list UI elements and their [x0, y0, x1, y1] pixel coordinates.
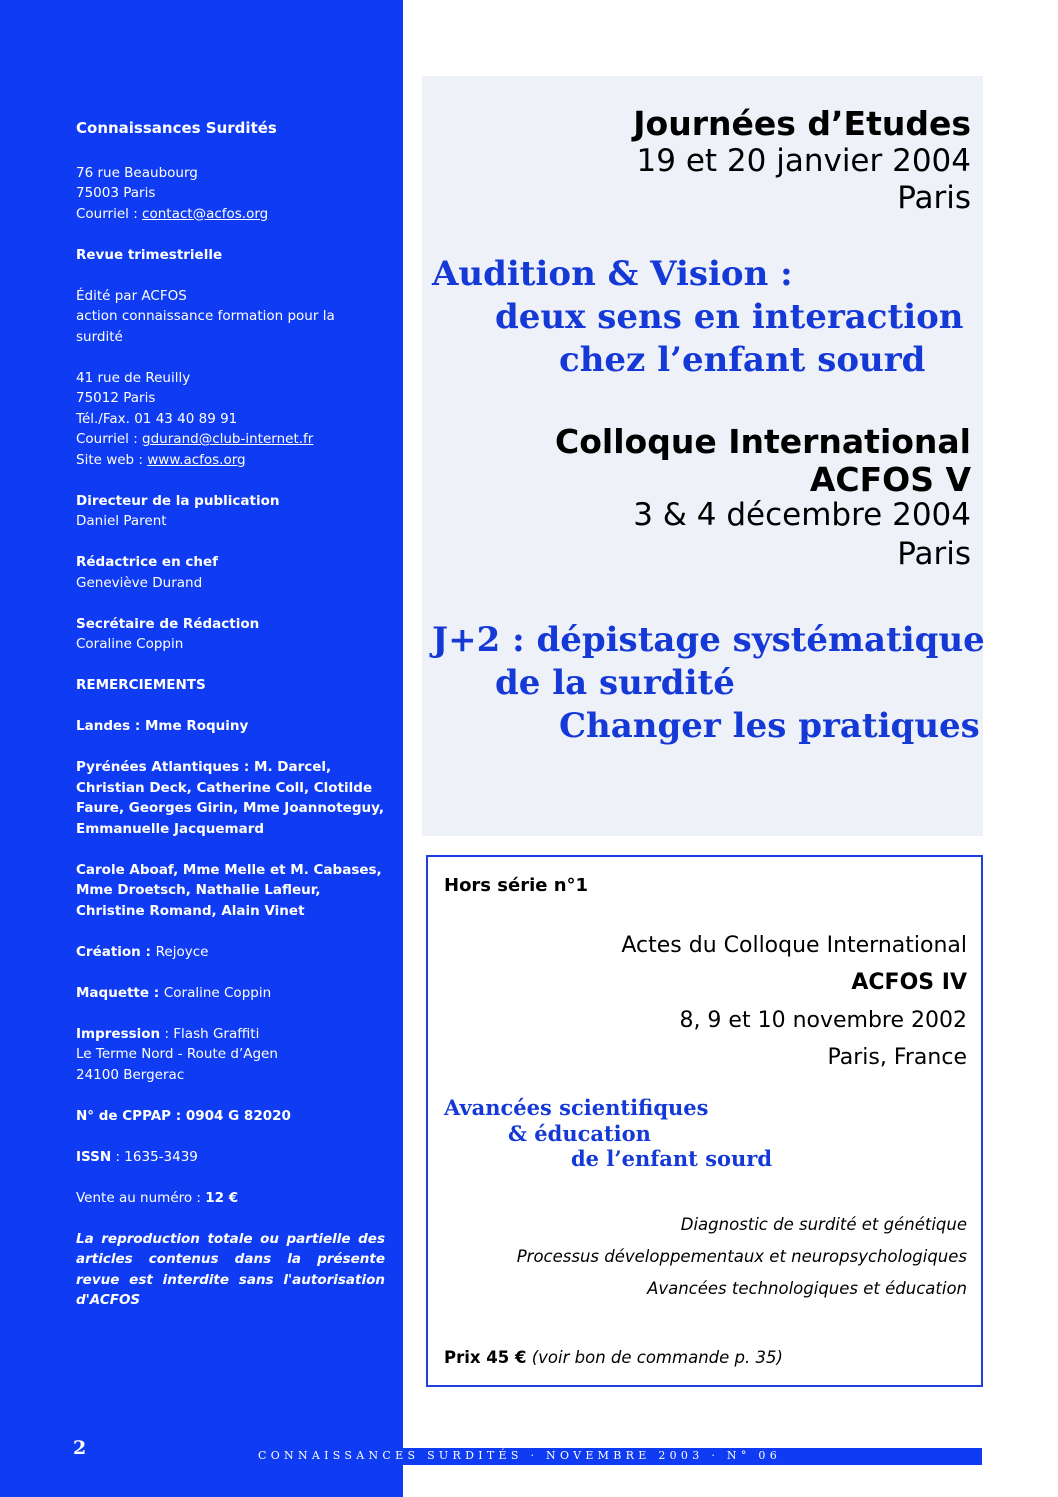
- colloque-sub: ACFOS V: [809, 460, 971, 499]
- secretary-name: Coraline Coppin: [76, 636, 184, 652]
- creation-value: Rejoyce: [155, 943, 209, 960]
- acfos-edition: ACFOS IV: [851, 970, 967, 995]
- topic-item: Avancées technologiques et éducation: [647, 1279, 967, 1298]
- journees-title: Journées d’Etudes: [633, 104, 971, 143]
- email-label: Courriel :: [76, 205, 143, 222]
- address-line: 41 rue de Reuilly: [76, 369, 191, 386]
- phone: Tél./Fax. 01 43 40 89 91: [76, 410, 238, 427]
- colloque-title: Colloque International: [555, 422, 971, 461]
- copyright-notice: La reproduction totale ou partielle des articles contenus dans la présente revue est interdite sans l'autorisation d'ACFOS: [76, 1230, 385, 1308]
- creation-label: Création :: [76, 943, 156, 960]
- publisher-desc: action connaissance formation pour la surdité: [76, 308, 335, 345]
- layout-label: Maquette :: [76, 984, 164, 1001]
- website-label: Site web :: [76, 451, 148, 468]
- colloque-city: Paris: [897, 536, 971, 572]
- journees-city: Paris: [897, 180, 971, 216]
- address-line: 76 rue Beaubourg: [76, 164, 198, 181]
- printing-address: 24100 Bergerac: [76, 1066, 185, 1083]
- address-line: 75003 Paris: [76, 185, 156, 201]
- publisher: Édité par ACFOS: [76, 287, 187, 304]
- hors-serie-box: [426, 855, 983, 1387]
- publication-name: Connaissances Surdités: [76, 119, 277, 137]
- printing-label: Impression: [76, 1025, 161, 1042]
- hors-serie-label: Hors série n°1: [444, 875, 589, 896]
- price-value: 12 €: [205, 1189, 239, 1206]
- box-theme-line2: & éducation: [508, 1121, 651, 1146]
- theme1-line1: Audition & Vision :: [432, 254, 793, 294]
- theme2-line1: J+2 : dépistage systématique: [432, 620, 985, 660]
- printing-block: [76, 1024, 385, 1086]
- creation-line: [76, 942, 385, 963]
- box-price: Prix 45 €: [444, 1348, 527, 1367]
- box-theme-line3: de l’enfant sourd: [571, 1146, 773, 1171]
- theme2-line2: de la surdité: [495, 663, 735, 703]
- actes-title: Actes du Colloque International: [621, 933, 967, 958]
- editor-label: Rédactrice en chef: [76, 554, 219, 570]
- price-label: Vente au numéro :: [76, 1189, 206, 1206]
- journees-date: 19 et 20 janvier 2004: [636, 143, 971, 179]
- email-link[interactable]: gdurand@club-internet.fr: [142, 431, 314, 447]
- issn-value: : 1635-3439: [111, 1148, 198, 1165]
- secretary-block: [76, 614, 385, 655]
- printing-address: Le Terme Nord - Route d’Agen: [76, 1046, 278, 1062]
- thanks-heading: REMERCIEMENTS: [76, 677, 206, 693]
- topic-item: Processus développementaux et neuropsychologiques: [516, 1247, 967, 1266]
- theme1-line2: deux sens en interaction: [495, 297, 964, 337]
- thanks-others: Carole Aboaf, Mme Melle et M. Cabases, Mme Droetsch, Nathalie Lafleur, Christine Romand, Alain Vinet: [76, 861, 382, 919]
- theme2-line3: Changer les pratiques: [559, 706, 980, 746]
- price-line: [444, 1348, 783, 1367]
- issn-label: ISSN: [76, 1148, 112, 1165]
- sidebar: [0, 0, 403, 1497]
- topic-item: Diagnostic de surdité et génétique: [680, 1215, 967, 1234]
- running-footer: CONNAISSANCES SURDITÉS · NOVEMBRE 2003 · N° 06: [258, 1449, 782, 1462]
- address-block: [76, 163, 385, 225]
- price-line: [76, 1188, 385, 1209]
- colloque-date: 3 & 4 décembre 2004: [633, 497, 971, 533]
- website-link[interactable]: www.acfos.org: [147, 451, 246, 468]
- contact-block: [76, 368, 385, 471]
- address-line: 75012 Paris: [76, 390, 156, 406]
- box-price-note: (voir bon de commande p. 35): [526, 1348, 783, 1367]
- actes-city: Paris, France: [827, 1045, 967, 1070]
- revue-label: Revue trimestrielle: [76, 246, 223, 263]
- theme1-line3: chez l’enfant sourd: [559, 340, 926, 380]
- thanks-pyrenees: Pyrénées Atlantiques : M. Darcel, Christian Deck, Catherine Coll, Clotilde Faure, Georges Girin, Mme Joannoteguy, Emmanuelle Jacquemard: [76, 759, 384, 837]
- cppap: N° de CPPAP : 0904 G 82020: [76, 1107, 291, 1124]
- publisher-block: [76, 286, 385, 348]
- layout-line: [76, 983, 385, 1004]
- printing-value: : Flash Graffiti: [160, 1025, 260, 1042]
- editor-block: [76, 552, 385, 593]
- email-link[interactable]: contact@acfos.org: [142, 205, 269, 222]
- director-name: Daniel Parent: [76, 513, 167, 529]
- secretary-label: Secrétaire de Rédaction: [76, 615, 260, 632]
- email-label: Courriel :: [76, 431, 143, 447]
- editor-name: Geneviève Durand: [76, 574, 203, 591]
- page-number: 2: [73, 1437, 87, 1459]
- layout-value: Coraline Coppin: [163, 984, 272, 1001]
- sidebar-content: [76, 118, 385, 1331]
- director-block: [76, 491, 385, 532]
- director-label: Directeur de la publication: [76, 492, 280, 509]
- box-theme-line1: Avancées scientifiques: [444, 1095, 709, 1120]
- issn-line: [76, 1147, 385, 1168]
- thanks-landes: Landes : Mme Roquiny: [76, 718, 249, 734]
- actes-date: 8, 9 et 10 novembre 2002: [679, 1008, 967, 1033]
- events-panel: [422, 76, 983, 836]
